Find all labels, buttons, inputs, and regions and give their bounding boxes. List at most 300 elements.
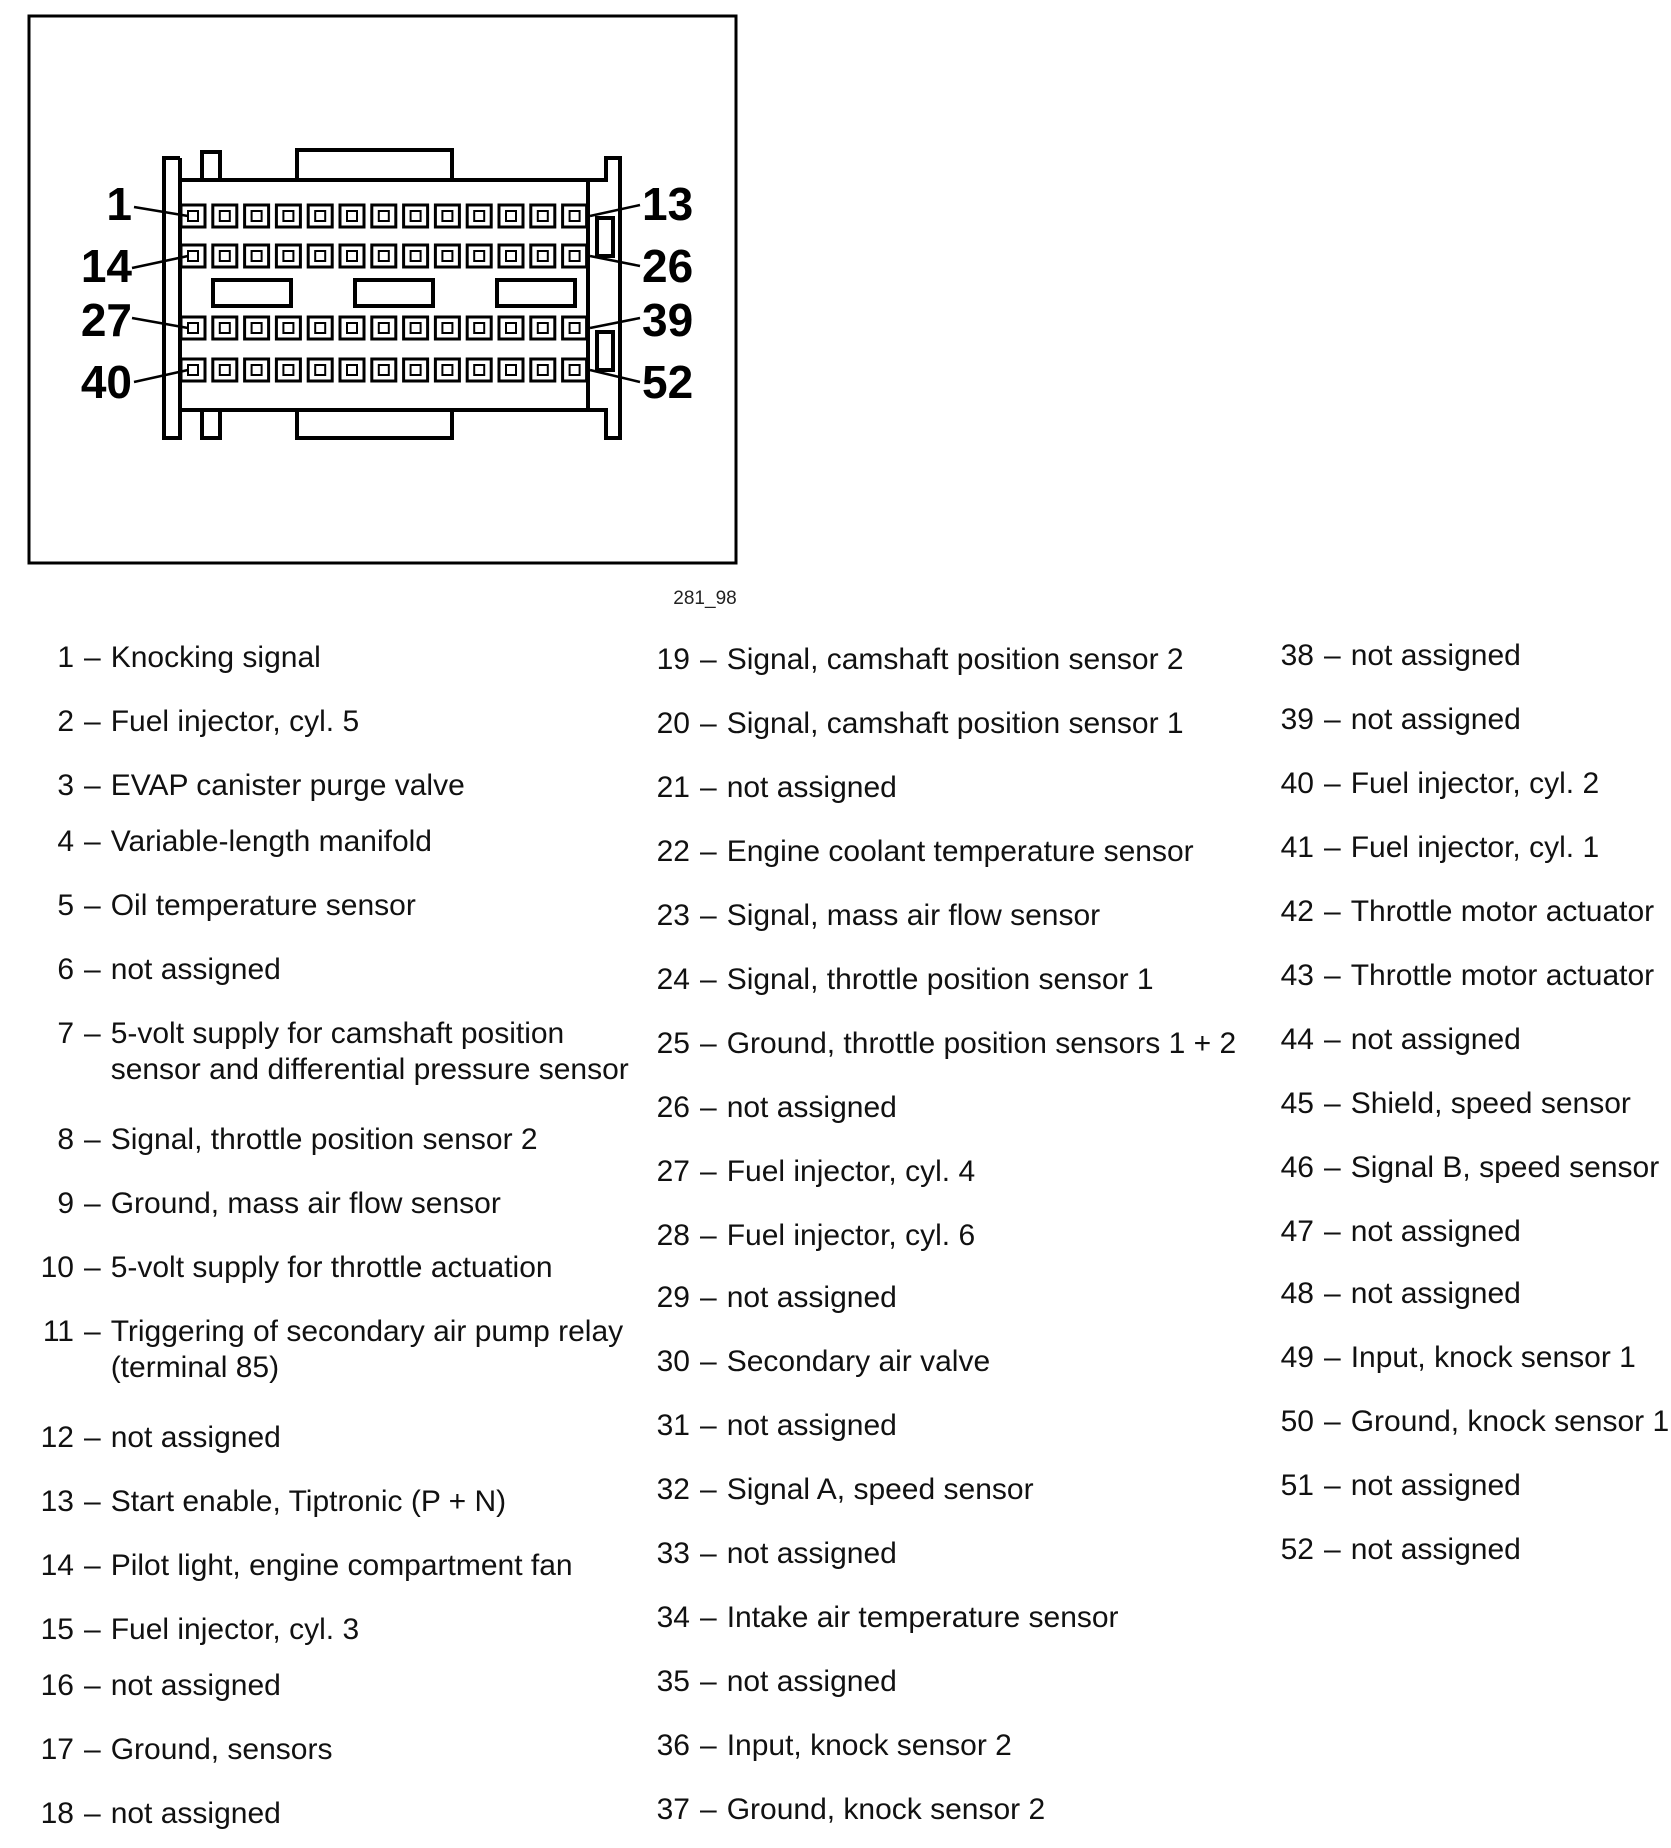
pin-assignment-32 <box>628 1472 1287 1508</box>
pin-description: Signal, mass air flow sensor <box>726 899 1101 932</box>
pin-separator: – <box>84 1613 101 1646</box>
pin-separator: – <box>1324 1277 1341 1310</box>
pin-cavity-12 <box>531 205 555 227</box>
pin-cavity-17 <box>276 245 300 267</box>
pin-assignment-20 <box>628 706 1287 742</box>
pin-contact-18 <box>315 251 325 261</box>
pin-contact-47 <box>411 365 421 375</box>
pin-description: EVAP canister purge valve <box>110 769 465 802</box>
pin-cavity-18 <box>308 245 332 267</box>
pin-description: Signal, throttle position sensor 1 <box>726 963 1154 996</box>
pin-description: 5-volt supply for camshaft position sensor and differential pressure sensor <box>110 1017 629 1086</box>
pin-contact-12 <box>538 211 548 221</box>
pin-separator: – <box>84 705 101 738</box>
pin-assignment-23 <box>628 898 1287 934</box>
callout-right-39: 39 <box>642 294 694 346</box>
pin-description: Ground, sensors <box>110 1733 333 1766</box>
pin-cavity-4 <box>276 205 300 227</box>
pin-number: 36 <box>656 1729 690 1762</box>
pin-description: Oil temperature sensor <box>110 889 416 922</box>
pin-assignment-39 <box>1252 702 1671 738</box>
pin-number: 20 <box>656 707 690 740</box>
pin-description: 5-volt supply for throttle actuation <box>110 1251 553 1284</box>
pin-number: 8 <box>57 1123 74 1156</box>
pin-description: not assigned <box>110 1669 281 1702</box>
pin-separator: – <box>84 1421 101 1454</box>
pin-cavity-11 <box>499 205 523 227</box>
pin-number: 27 <box>656 1155 690 1188</box>
pin-number: 21 <box>656 771 690 804</box>
pin-separator: – <box>84 1485 101 1518</box>
pin-number: 49 <box>1280 1341 1314 1374</box>
pin-assignment-37 <box>628 1792 1287 1828</box>
pin-contact-32 <box>347 323 357 333</box>
pin-description: not assigned <box>726 1091 897 1124</box>
pin-number: 42 <box>1280 895 1314 928</box>
pin-description: Throttle motor actuator <box>1350 895 1655 928</box>
pin-description: not assigned <box>110 1797 281 1830</box>
pin-description: Fuel injector, cyl. 5 <box>110 705 360 738</box>
pin-number: 43 <box>1280 959 1314 992</box>
pin-cavity-21 <box>404 245 428 267</box>
pin-assignment-9 <box>0 1186 631 1222</box>
pin-description: Signal, camshaft position sensor 2 <box>726 643 1184 676</box>
pin-number: 9 <box>57 1187 74 1220</box>
callout-right-52: 52 <box>642 356 694 408</box>
pin-contact-43 <box>283 365 293 375</box>
diagram-frame <box>29 16 736 563</box>
pin-separator: – <box>1324 1469 1341 1502</box>
pin-separator: – <box>84 889 101 922</box>
pin-assignment-7 <box>0 1016 631 1088</box>
pin-description: Signal A, speed sensor <box>726 1473 1034 1506</box>
pin-cavity-44 <box>308 359 332 381</box>
pin-description: Ground, knock sensor 2 <box>726 1793 1046 1826</box>
pin-assignment-30 <box>628 1344 1287 1380</box>
pin-separator: – <box>84 641 101 674</box>
pin-number: 39 <box>1280 703 1314 736</box>
pin-description: Signal, throttle position sensor 2 <box>110 1123 538 1156</box>
pin-description: Start enable, Tiptronic (P + N) <box>110 1485 507 1518</box>
pin-contact-19 <box>347 251 357 261</box>
pin-number: 19 <box>656 643 690 676</box>
pin-separator: – <box>84 953 101 986</box>
pin-cavity-34 <box>404 317 428 339</box>
pin-separator: – <box>700 1027 717 1060</box>
pin-number: 18 <box>40 1797 74 1830</box>
callout-left-40: 40 <box>80 356 132 408</box>
pin-assignment-24 <box>628 962 1287 998</box>
pin-cavity-8 <box>404 205 428 227</box>
pin-assignment-43 <box>1252 958 1671 994</box>
pin-assignment-18 <box>0 1796 631 1832</box>
pin-separator: – <box>1324 1023 1341 1056</box>
pin-separator: – <box>84 1733 101 1766</box>
pin-number: 1 <box>57 641 74 674</box>
connector-housing <box>164 150 620 438</box>
pin-separator: – <box>84 1017 101 1050</box>
pin-assignment-29 <box>628 1280 1287 1316</box>
pin-assignment-16 <box>0 1668 631 1704</box>
pin-contact-46 <box>379 365 389 375</box>
pin-contact-9 <box>442 211 452 221</box>
pin-assignment-34 <box>628 1600 1287 1636</box>
pin-cavity-24 <box>499 245 523 267</box>
pin-assignment-36 <box>628 1728 1287 1764</box>
pin-description: Triggering of secondary air pump relay (terminal 85) <box>110 1315 624 1384</box>
pin-description: Intake air temperature sensor <box>726 1601 1119 1634</box>
pin-cavity-31 <box>308 317 332 339</box>
pin-assignment-46 <box>1252 1150 1671 1186</box>
pin-contact-45 <box>347 365 357 375</box>
pin-description: Fuel injector, cyl. 1 <box>1350 831 1600 864</box>
pin-description: Secondary air valve <box>726 1345 991 1378</box>
pin-assignment-47 <box>1252 1214 1671 1250</box>
pin-assignment-42 <box>1252 894 1671 930</box>
pin-separator: – <box>1324 959 1341 992</box>
pin-separator: – <box>84 1669 101 1702</box>
pin-contact-51 <box>538 365 548 375</box>
pin-number: 28 <box>656 1219 690 1252</box>
pin-number: 26 <box>656 1091 690 1124</box>
pin-contact-25 <box>538 251 548 261</box>
pin-assignment-15 <box>0 1612 631 1648</box>
pin-contact-49 <box>474 365 484 375</box>
pin-assignment-11 <box>0 1314 631 1386</box>
pin-assignment-25 <box>628 1026 1287 1062</box>
pin-assignment-21 <box>628 770 1287 806</box>
pin-contact-39 <box>570 323 580 333</box>
pin-number: 50 <box>1280 1405 1314 1438</box>
pin-description: Input, knock sensor 1 <box>1350 1341 1636 1374</box>
pin-assignment-44 <box>1252 1022 1671 1058</box>
pin-number: 15 <box>40 1613 74 1646</box>
pin-description: Signal, camshaft position sensor 1 <box>726 707 1184 740</box>
pin-cavity-20 <box>372 245 396 267</box>
pin-description: not assigned <box>726 1537 897 1570</box>
pin-separator: – <box>1324 1405 1341 1438</box>
pin-separator: – <box>1324 1215 1341 1248</box>
pin-cavity-6 <box>340 205 364 227</box>
pin-separator: – <box>84 1123 101 1156</box>
pin-number: 7 <box>57 1017 74 1050</box>
pin-contact-16 <box>252 251 262 261</box>
pin-separator: – <box>700 1345 717 1378</box>
pin-cavity-19 <box>340 245 364 267</box>
pin-cavity-29 <box>245 317 269 339</box>
pin-description: Knocking signal <box>110 641 321 674</box>
pin-number: 10 <box>40 1251 74 1284</box>
callout-left-27: 27 <box>80 294 132 346</box>
pin-contact-7 <box>379 211 389 221</box>
pin-number: 2 <box>57 705 74 738</box>
pin-assignment-19 <box>628 642 1287 678</box>
pin-number: 25 <box>656 1027 690 1060</box>
pin-description: not assigned <box>1350 1533 1521 1566</box>
pin-separator: – <box>700 1473 717 1506</box>
pin-separator: – <box>700 835 717 868</box>
pin-description: Throttle motor actuator <box>1350 959 1655 992</box>
pin-contact-1 <box>188 211 198 221</box>
pin-contact-33 <box>379 323 389 333</box>
pin-description: Shield, speed sensor <box>1350 1087 1631 1120</box>
pin-cavity-47 <box>404 359 428 381</box>
pin-cavity-43 <box>276 359 300 381</box>
pin-number: 31 <box>656 1409 690 1442</box>
pin-number: 30 <box>656 1345 690 1378</box>
callout-leaders <box>132 205 640 382</box>
pin-number: 24 <box>656 963 690 996</box>
pin-contact-10 <box>474 211 484 221</box>
pin-separator: – <box>700 1601 717 1634</box>
pin-cavity-2 <box>213 205 237 227</box>
pin-assignment-1 <box>0 640 631 676</box>
pin-contact-52 <box>570 365 580 375</box>
pin-separator: – <box>700 707 717 740</box>
pin-separator: – <box>700 1091 717 1124</box>
pin-number: 35 <box>656 1665 690 1698</box>
pin-number: 6 <box>57 953 74 986</box>
pin-separator: – <box>700 1729 717 1762</box>
pin-cavity-28 <box>213 317 237 339</box>
pin-contact-6 <box>347 211 357 221</box>
pin-contact-2 <box>220 211 230 221</box>
pin-separator: – <box>700 1155 717 1188</box>
pin-assignment-12 <box>0 1420 631 1456</box>
pin-description: Input, knock sensor 2 <box>726 1729 1012 1762</box>
callout-right-26: 26 <box>642 240 694 292</box>
pin-cavity-51 <box>531 359 555 381</box>
pin-description: Fuel injector, cyl. 3 <box>110 1613 360 1646</box>
pin-assignment-22 <box>628 834 1287 870</box>
pin-separator: – <box>1324 1087 1341 1120</box>
pin-number: 23 <box>656 899 690 932</box>
pin-separator: – <box>1324 831 1341 864</box>
pin-number: 52 <box>1280 1533 1314 1566</box>
pin-contact-40 <box>188 365 198 375</box>
pin-description: Signal B, speed sensor <box>1350 1151 1660 1184</box>
pin-assignment-31 <box>628 1408 1287 1444</box>
pin-assignment-3 <box>0 768 631 804</box>
pin-cavity-3 <box>245 205 269 227</box>
pin-number: 29 <box>656 1281 690 1314</box>
pin-cavity-36 <box>467 317 491 339</box>
pin-cavity-41 <box>213 359 237 381</box>
pin-assignment-35 <box>628 1664 1287 1700</box>
pin-description: not assigned <box>1350 1277 1521 1310</box>
pin-assignment-48 <box>1252 1276 1671 1312</box>
pin-assignment-5 <box>0 888 631 924</box>
pin-contact-26 <box>570 251 580 261</box>
pin-assignment-38 <box>1252 638 1671 674</box>
pin-number: 40 <box>1280 767 1314 800</box>
pin-contact-35 <box>442 323 452 333</box>
pin-description: Fuel injector, cyl. 6 <box>726 1219 976 1252</box>
pin-separator: – <box>700 1281 717 1314</box>
pin-cavity-50 <box>499 359 523 381</box>
pin-cavity-22 <box>435 245 459 267</box>
pin-description: not assigned <box>1350 1215 1521 1248</box>
pin-description: Ground, knock sensor 1 <box>1350 1405 1670 1438</box>
pin-cavity-7 <box>372 205 396 227</box>
pin-description: Engine coolant temperature sensor <box>726 835 1194 868</box>
pin-contact-34 <box>411 323 421 333</box>
pin-separator: – <box>84 825 101 858</box>
pin-cavity-26 <box>563 245 587 267</box>
pin-contact-50 <box>506 365 516 375</box>
pin-separator: – <box>84 1797 101 1830</box>
pin-cavity-52 <box>563 359 587 381</box>
pin-separator: – <box>700 1793 717 1826</box>
pin-cavity-9 <box>435 205 459 227</box>
pin-assignment-2 <box>0 704 631 740</box>
pin-contact-36 <box>474 323 484 333</box>
callout-left-1: 1 <box>106 178 132 230</box>
pin-separator: – <box>84 1251 101 1284</box>
pin-description: not assigned <box>1350 703 1521 736</box>
pin-separator: – <box>1324 1151 1341 1184</box>
pin-contact-4 <box>283 211 293 221</box>
pin-separator: – <box>1324 1341 1341 1374</box>
pin-cavity-23 <box>467 245 491 267</box>
pin-number: 41 <box>1280 831 1314 864</box>
pin-description: not assigned <box>110 1421 281 1454</box>
pin-description: Fuel injector, cyl. 4 <box>726 1155 976 1188</box>
pin-separator: – <box>1324 639 1341 672</box>
pin-number: 16 <box>40 1669 74 1702</box>
pin-description: not assigned <box>1350 1469 1521 1502</box>
pin-assignment-17 <box>0 1732 631 1768</box>
pin-cavity-5 <box>308 205 332 227</box>
pin-contact-17 <box>283 251 293 261</box>
pin-cavity-35 <box>435 317 459 339</box>
pin-contact-48 <box>442 365 452 375</box>
pin-description: Ground, throttle position sensors 1 + 2 <box>726 1027 1237 1060</box>
pin-number: 12 <box>40 1421 74 1454</box>
pin-contact-37 <box>506 323 516 333</box>
pin-number: 4 <box>57 825 74 858</box>
callout-right-13: 13 <box>642 178 694 230</box>
pin-number: 3 <box>57 769 74 802</box>
pin-description: not assigned <box>726 771 897 804</box>
pin-contact-5 <box>315 211 325 221</box>
pin-assignment-52 <box>1252 1532 1671 1568</box>
pin-assignment-4 <box>0 824 631 860</box>
pin-separator: – <box>84 1549 101 1582</box>
pin-contact-41 <box>220 365 230 375</box>
pin-assignment-14 <box>0 1548 631 1584</box>
pin-contact-3 <box>252 211 262 221</box>
pin-contact-44 <box>315 365 325 375</box>
pin-description: Fuel injector, cyl. 2 <box>1350 767 1600 800</box>
pin-description: not assigned <box>726 1281 897 1314</box>
pin-contact-31 <box>315 323 325 333</box>
pin-cavity-48 <box>435 359 459 381</box>
pin-contact-20 <box>379 251 389 261</box>
pin-assignment-10 <box>0 1250 631 1286</box>
pin-contact-21 <box>411 251 421 261</box>
pin-separator: – <box>84 1315 101 1348</box>
pin-cavity-38 <box>531 317 555 339</box>
pin-number: 48 <box>1280 1277 1314 1310</box>
pin-assignment-50 <box>1252 1404 1671 1440</box>
pin-cavity-45 <box>340 359 364 381</box>
pin-assignment-40 <box>1252 766 1671 802</box>
pin-number: 37 <box>656 1793 690 1826</box>
pin-cavity-30 <box>276 317 300 339</box>
figure-caption: 281_98 <box>673 588 737 609</box>
pin-contact-23 <box>474 251 484 261</box>
pin-assignment-41 <box>1252 830 1671 866</box>
pin-contact-38 <box>538 323 548 333</box>
pin-separator: – <box>700 1219 717 1252</box>
pin-number: 14 <box>40 1549 74 1582</box>
pin-cavity-46 <box>372 359 396 381</box>
pin-assignment-51 <box>1252 1468 1671 1504</box>
pin-number: 5 <box>57 889 74 922</box>
pin-number: 17 <box>40 1733 74 1766</box>
pin-number: 33 <box>656 1537 690 1570</box>
pin-separator: – <box>700 1537 717 1570</box>
pin-cavity-15 <box>213 245 237 267</box>
pin-separator: – <box>1324 703 1341 736</box>
pin-description: not assigned <box>726 1665 897 1698</box>
pin-cavity-10 <box>467 205 491 227</box>
pin-assignment-49 <box>1252 1340 1671 1376</box>
pin-separator: – <box>1324 767 1341 800</box>
pin-separator: – <box>1324 895 1341 928</box>
pin-description: not assigned <box>1350 639 1521 672</box>
pin-separator: – <box>700 963 717 996</box>
pin-contact-24 <box>506 251 516 261</box>
pin-number: 45 <box>1280 1087 1314 1120</box>
pin-contact-28 <box>220 323 230 333</box>
pin-assignment-27 <box>628 1154 1287 1190</box>
pin-assignment-13 <box>0 1484 631 1520</box>
pin-cavities <box>181 205 587 381</box>
pin-contact-11 <box>506 211 516 221</box>
pin-separator: – <box>700 771 717 804</box>
pin-description: not assigned <box>726 1409 897 1442</box>
pin-assignment-33 <box>628 1536 1287 1572</box>
pin-cavity-49 <box>467 359 491 381</box>
pin-separator: – <box>1324 1533 1341 1566</box>
pin-assignment-28 <box>628 1218 1287 1254</box>
pin-cavity-42 <box>245 359 269 381</box>
pin-cavity-25 <box>531 245 555 267</box>
pin-description: Variable-length manifold <box>110 825 432 858</box>
pin-contact-15 <box>220 251 230 261</box>
pin-contact-29 <box>252 323 262 333</box>
pin-separator: – <box>700 1665 717 1698</box>
pin-number: 13 <box>40 1485 74 1518</box>
pin-cavity-37 <box>499 317 523 339</box>
pin-cavity-33 <box>372 317 396 339</box>
pin-assignment-6 <box>0 952 631 988</box>
pin-description: Ground, mass air flow sensor <box>110 1187 501 1220</box>
pin-number: 34 <box>656 1601 690 1634</box>
pin-number: 47 <box>1280 1215 1314 1248</box>
pin-separator: – <box>700 899 717 932</box>
pin-contact-13 <box>570 211 580 221</box>
pin-assignment-26 <box>628 1090 1287 1126</box>
pin-number: 38 <box>1280 639 1314 672</box>
pin-contact-14 <box>188 251 198 261</box>
pin-number: 32 <box>656 1473 690 1506</box>
pin-number: 46 <box>1280 1151 1314 1184</box>
pin-assignment-8 <box>0 1122 631 1158</box>
pin-contact-42 <box>252 365 262 375</box>
